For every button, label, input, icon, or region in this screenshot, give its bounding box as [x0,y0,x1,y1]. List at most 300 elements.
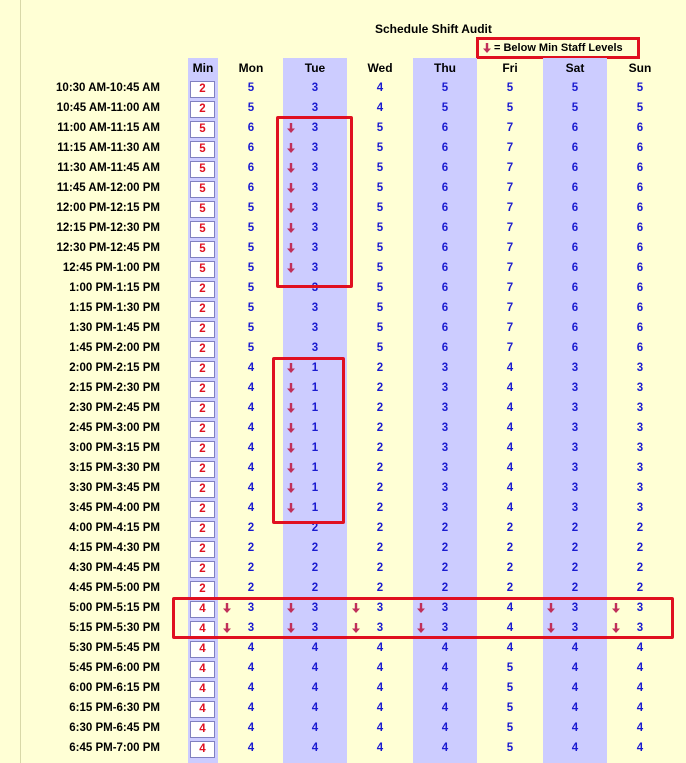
min-staff-value: 2 [190,81,215,98]
time-slot-label: 12:00 PM-12:15 PM [56,202,160,214]
staff-count-sun: 3 [636,422,644,434]
time-slot-label: 5:30 PM-5:45 PM [69,642,160,654]
min-staff-value: 2 [190,301,215,318]
staff-count-fri: 7 [506,122,514,134]
staff-count-sat: 6 [571,262,579,274]
min-staff-value: 5 [190,221,215,238]
staff-count-tue: 1 [311,482,319,494]
min-staff-value: 2 [190,321,215,338]
highlight-box [272,357,345,524]
legend-box [476,37,640,59]
staff-count-thu: 6 [441,162,449,174]
time-slot-label: 2:15 PM-2:30 PM [69,382,160,394]
staff-count-sat: 5 [571,102,579,114]
staff-count-fri: 7 [506,162,514,174]
time-slot-label: 11:00 AM-11:15 AM [57,122,160,134]
staff-count-thu: 6 [441,342,449,354]
min-staff-value: 4 [190,721,215,738]
column-header-thu: Thu [434,61,456,75]
staff-count-sun: 6 [636,342,644,354]
min-staff-value: 2 [190,341,215,358]
staff-count-thu: 6 [441,262,449,274]
min-staff-value: 5 [190,241,215,258]
staff-count-mon: 5 [247,242,255,254]
staff-count-wed: 5 [376,242,384,254]
staff-count-sun: 2 [636,542,644,554]
time-slot-label: 1:15 PM-1:30 PM [69,302,160,314]
staff-count-fri: 5 [506,742,514,754]
staff-count-fri: 4 [506,462,514,474]
staff-count-tue: 1 [311,502,319,514]
staff-count-mon: 4 [247,402,255,414]
staff-count-sat: 6 [571,202,579,214]
staff-count-tue: 3 [311,622,319,634]
staff-count-sat: 2 [571,562,579,574]
staff-count-sat: 3 [571,622,579,634]
staff-count-fri: 7 [506,302,514,314]
staff-count-wed: 2 [376,582,384,594]
staff-count-wed: 5 [376,322,384,334]
time-slot-label: 1:45 PM-2:00 PM [69,342,160,354]
staff-count-tue: 2 [311,522,319,534]
staff-count-fri: 7 [506,322,514,334]
staff-count-wed: 5 [376,122,384,134]
staff-count-sat: 6 [571,322,579,334]
staff-count-fri: 5 [506,702,514,714]
staff-count-sat: 6 [571,122,579,134]
staff-count-thu: 5 [441,82,449,94]
staff-count-sat: 6 [571,282,579,294]
staff-count-mon: 5 [247,222,255,234]
staff-count-fri: 7 [506,242,514,254]
staff-count-tue: 4 [311,642,319,654]
min-staff-value: 5 [190,261,215,278]
staff-count-sun: 4 [636,662,644,674]
staff-count-sat: 2 [571,522,579,534]
column-header-tue: Tue [304,61,326,75]
staff-count-mon: 4 [247,642,255,654]
staff-count-wed: 5 [376,302,384,314]
staff-count-sun: 6 [636,322,644,334]
staff-count-mon: 6 [247,182,255,194]
staff-count-sun: 4 [636,742,644,754]
staff-count-fri: 2 [506,582,514,594]
staff-count-fri: 2 [506,562,514,574]
staff-count-tue: 2 [311,562,319,574]
staff-count-thu: 3 [441,482,449,494]
staff-count-fri: 4 [506,442,514,454]
min-staff-value: 2 [190,421,215,438]
staff-count-wed: 5 [376,182,384,194]
staff-count-sun: 6 [636,262,644,274]
column-header-sun: Sun [628,61,652,75]
time-slot-label: 3:30 PM-3:45 PM [69,482,160,494]
staff-count-fri: 7 [506,142,514,154]
staff-count-sat: 4 [571,742,579,754]
staff-count-wed: 3 [376,602,384,614]
time-slot-label: 3:00 PM-3:15 PM [69,442,160,454]
staff-count-wed: 4 [376,102,384,114]
staff-count-sat: 3 [571,502,579,514]
min-staff-value: 5 [190,161,215,178]
staff-count-thu: 6 [441,322,449,334]
staff-count-tue: 4 [311,682,319,694]
staff-count-thu: 3 [441,502,449,514]
staff-count-tue: 2 [311,582,319,594]
staff-count-fri: 7 [506,202,514,214]
staff-count-sat: 2 [571,582,579,594]
staff-count-tue: 3 [311,282,319,294]
time-slot-label: 4:00 PM-4:15 PM [69,522,160,534]
staff-count-sun: 3 [636,462,644,474]
staff-count-fri: 4 [506,642,514,654]
min-staff-value: 2 [190,441,215,458]
staff-count-wed: 2 [376,562,384,574]
staff-count-fri: 7 [506,262,514,274]
staff-count-thu: 6 [441,302,449,314]
min-staff-value: 4 [190,741,215,758]
time-slot-label: 12:30 PM-12:45 PM [56,242,160,254]
staff-count-thu: 4 [441,702,449,714]
time-slot-label: 2:45 PM-3:00 PM [69,422,160,434]
staff-count-tue: 2 [311,542,319,554]
staff-count-sat: 4 [571,682,579,694]
staff-count-tue: 1 [311,422,319,434]
time-slot-label: 11:30 AM-11:45 AM [57,162,160,174]
staff-count-fri: 7 [506,222,514,234]
staff-count-mon: 5 [247,262,255,274]
min-staff-value: 5 [190,201,215,218]
time-slot-label: 6:30 PM-6:45 PM [69,722,160,734]
min-staff-value: 2 [190,461,215,478]
staff-count-mon: 3 [247,602,255,614]
staff-count-mon: 2 [247,582,255,594]
staff-count-fri: 4 [506,622,514,634]
staff-count-mon: 2 [247,562,255,574]
staff-count-thu: 4 [441,722,449,734]
staff-count-mon: 4 [247,742,255,754]
time-slot-label: 4:15 PM-4:30 PM [69,542,160,554]
staff-count-sun: 6 [636,122,644,134]
staff-count-thu: 3 [441,422,449,434]
time-slot-label: 4:30 PM-4:45 PM [69,562,160,574]
staff-count-wed: 5 [376,262,384,274]
staff-count-thu: 4 [441,662,449,674]
staff-count-wed: 2 [376,402,384,414]
min-staff-value: 4 [190,641,215,658]
staff-count-thu: 3 [441,382,449,394]
min-staff-value: 2 [190,581,215,598]
staff-count-wed: 2 [376,442,384,454]
staff-count-sat: 3 [571,382,579,394]
staff-count-fri: 4 [506,382,514,394]
staff-count-fri: 4 [506,602,514,614]
staff-count-thu: 6 [441,122,449,134]
time-slot-label: 1:30 PM-1:45 PM [69,322,160,334]
staff-count-wed: 2 [376,482,384,494]
staff-count-sun: 6 [636,242,644,254]
staff-count-thu: 6 [441,242,449,254]
staff-count-sun: 4 [636,722,644,734]
staff-count-wed: 4 [376,82,384,94]
staff-count-sat: 3 [571,442,579,454]
staff-count-wed: 2 [376,422,384,434]
staff-count-sat: 2 [571,542,579,554]
staff-count-thu: 6 [441,142,449,154]
staff-count-mon: 5 [247,342,255,354]
staff-count-tue: 4 [311,702,319,714]
min-staff-value: 4 [190,681,215,698]
min-staff-value: 2 [190,541,215,558]
staff-count-mon: 2 [247,522,255,534]
staff-count-tue: 3 [311,302,319,314]
staff-count-fri: 4 [506,362,514,374]
staff-count-mon: 5 [247,102,255,114]
staff-count-mon: 4 [247,442,255,454]
staff-count-wed: 2 [376,362,384,374]
staff-count-sun: 6 [636,182,644,194]
column-header-wed: Wed [367,61,393,75]
staff-count-thu: 2 [441,562,449,574]
staff-count-fri: 5 [506,722,514,734]
time-slot-label: 3:45 PM-4:00 PM [69,502,160,514]
staff-count-thu: 3 [441,622,449,634]
time-slot-label: 11:45 AM-12:00 PM [56,182,160,194]
staff-count-sat: 4 [571,642,579,654]
staff-count-mon: 5 [247,282,255,294]
highlight-box [172,597,674,639]
staff-count-sun: 4 [636,642,644,654]
min-staff-value: 2 [190,521,215,538]
time-slot-label: 4:45 PM-5:00 PM [69,582,160,594]
staff-count-sat: 6 [571,342,579,354]
staff-count-tue: 1 [311,442,319,454]
staff-count-wed: 5 [376,282,384,294]
staff-count-tue: 3 [311,222,319,234]
staff-count-sun: 4 [636,682,644,694]
staff-count-wed: 5 [376,142,384,154]
staff-count-tue: 4 [311,662,319,674]
staff-count-thu: 4 [441,642,449,654]
staff-count-tue: 1 [311,382,319,394]
time-slot-label: 6:45 PM-7:00 PM [69,742,160,754]
staff-count-sun: 6 [636,202,644,214]
staff-count-wed: 4 [376,722,384,734]
staff-count-mon: 6 [247,122,255,134]
staff-count-tue: 3 [311,342,319,354]
staff-count-wed: 5 [376,342,384,354]
staff-count-sun: 3 [636,622,644,634]
staff-count-sun: 3 [636,602,644,614]
staff-count-tue: 3 [311,242,319,254]
staff-count-tue: 3 [311,102,319,114]
staff-count-wed: 5 [376,222,384,234]
staff-count-thu: 6 [441,222,449,234]
staff-count-thu: 3 [441,402,449,414]
staff-count-tue: 1 [311,462,319,474]
staff-count-mon: 4 [247,662,255,674]
staff-count-sun: 3 [636,482,644,494]
staff-count-fri: 5 [506,102,514,114]
staff-count-mon: 6 [247,142,255,154]
staff-count-tue: 3 [311,202,319,214]
report-title: Schedule Shift Audit [375,22,492,36]
staff-count-tue: 3 [311,262,319,274]
min-staff-value: 2 [190,401,215,418]
time-slot-label: 12:15 PM-12:30 PM [56,222,160,234]
legend-label: = Below Min Staff Levels [494,42,623,54]
staff-count-tue: 3 [311,182,319,194]
staff-count-fri: 7 [506,282,514,294]
staff-count-fri: 4 [506,482,514,494]
staff-count-fri: 4 [506,502,514,514]
staff-count-sun: 6 [636,282,644,294]
staff-count-sun: 5 [636,82,644,94]
staff-count-mon: 4 [247,722,255,734]
min-staff-value: 5 [190,181,215,198]
staff-count-sun: 4 [636,702,644,714]
min-staff-value: 5 [190,121,215,138]
staff-count-thu: 4 [441,682,449,694]
staff-count-tue: 3 [311,122,319,134]
staff-count-thu: 6 [441,282,449,294]
staff-count-sun: 3 [636,402,644,414]
staff-count-mon: 4 [247,362,255,374]
staff-count-sun: 5 [636,102,644,114]
staff-count-sun: 2 [636,582,644,594]
staff-count-sun: 6 [636,162,644,174]
staff-count-wed: 2 [376,542,384,554]
staff-count-wed: 3 [376,622,384,634]
staff-count-wed: 2 [376,522,384,534]
min-staff-value: 2 [190,501,215,518]
staff-count-thu: 6 [441,202,449,214]
min-staff-value: 4 [190,661,215,678]
time-slot-label: 6:15 PM-6:30 PM [69,702,160,714]
staff-count-sat: 3 [571,422,579,434]
staff-count-wed: 5 [376,162,384,174]
staff-count-tue: 1 [311,402,319,414]
staff-count-fri: 4 [506,422,514,434]
staff-count-mon: 5 [247,202,255,214]
min-staff-value: 2 [190,481,215,498]
staff-count-fri: 4 [506,402,514,414]
column-header-sat: Sat [565,61,585,75]
staff-count-sat: 6 [571,302,579,314]
staff-count-thu: 3 [441,462,449,474]
staff-count-wed: 4 [376,642,384,654]
staff-count-fri: 7 [506,342,514,354]
staff-count-sun: 2 [636,522,644,534]
time-slot-label: 2:30 PM-2:45 PM [69,402,160,414]
staff-count-tue: 3 [311,162,319,174]
staff-count-wed: 5 [376,202,384,214]
staff-count-fri: 2 [506,542,514,554]
time-slot-label: 5:15 PM-5:30 PM [69,622,160,634]
staff-count-sun: 3 [636,442,644,454]
staff-count-thu: 4 [441,742,449,754]
staff-count-thu: 2 [441,582,449,594]
min-staff-value: 2 [190,561,215,578]
staff-count-mon: 5 [247,82,255,94]
down-arrow-icon [482,42,492,54]
staff-count-sat: 4 [571,722,579,734]
staff-count-sat: 6 [571,242,579,254]
staff-count-mon: 5 [247,322,255,334]
staff-count-wed: 2 [376,502,384,514]
staff-count-mon: 4 [247,682,255,694]
staff-count-sat: 3 [571,462,579,474]
staff-count-fri: 5 [506,682,514,694]
staff-count-wed: 4 [376,662,384,674]
column-header-fri: Fri [502,61,518,75]
staff-count-thu: 3 [441,442,449,454]
column-header-min: Min [192,61,214,75]
min-staff-value: 4 [190,701,215,718]
staff-count-sat: 4 [571,702,579,714]
min-staff-value: 2 [190,361,215,378]
staff-count-wed: 2 [376,462,384,474]
highlight-box [276,116,353,288]
staff-count-sat: 6 [571,142,579,154]
time-slot-label: 11:15 AM-11:30 AM [57,142,160,154]
staff-count-mon: 4 [247,502,255,514]
staff-count-sun: 3 [636,382,644,394]
min-staff-value: 4 [190,601,215,618]
staff-count-sat: 6 [571,162,579,174]
time-slot-label: 1:00 PM-1:15 PM [69,282,160,294]
staff-count-mon: 5 [247,302,255,314]
staff-count-tue: 3 [311,142,319,154]
staff-count-sun: 6 [636,222,644,234]
staff-count-fri: 5 [506,82,514,94]
staff-count-mon: 2 [247,542,255,554]
staff-count-tue: 3 [311,82,319,94]
staff-count-fri: 2 [506,522,514,534]
staff-count-sat: 3 [571,602,579,614]
staff-count-sun: 3 [636,362,644,374]
staff-count-tue: 3 [311,602,319,614]
staff-count-sun: 2 [636,562,644,574]
staff-count-wed: 4 [376,702,384,714]
staff-count-sat: 3 [571,402,579,414]
staff-count-thu: 2 [441,522,449,534]
staff-count-thu: 5 [441,102,449,114]
min-staff-value: 2 [190,381,215,398]
time-slot-label: 5:45 PM-6:00 PM [69,662,160,674]
staff-count-wed: 4 [376,682,384,694]
staff-count-sat: 3 [571,482,579,494]
staff-count-mon: 4 [247,422,255,434]
time-slot-label: 6:00 PM-6:15 PM [69,682,160,694]
time-slot-label: 5:00 PM-5:15 PM [69,602,160,614]
time-slot-label: 12:45 PM-1:00 PM [62,262,160,274]
staff-count-thu: 3 [441,602,449,614]
staff-count-mon: 4 [247,382,255,394]
column-header-mon: Mon [238,61,264,75]
staff-count-sun: 3 [636,502,644,514]
staff-count-tue: 4 [311,742,319,754]
min-staff-value: 5 [190,141,215,158]
time-slot-label: 2:00 PM-2:15 PM [69,362,160,374]
staff-count-tue: 4 [311,722,319,734]
min-staff-value: 2 [190,101,215,118]
min-staff-value: 2 [190,281,215,298]
staff-count-tue: 3 [311,322,319,334]
staff-count-sat: 5 [571,82,579,94]
staff-count-thu: 6 [441,182,449,194]
time-slot-label: 3:15 PM-3:30 PM [69,462,160,474]
